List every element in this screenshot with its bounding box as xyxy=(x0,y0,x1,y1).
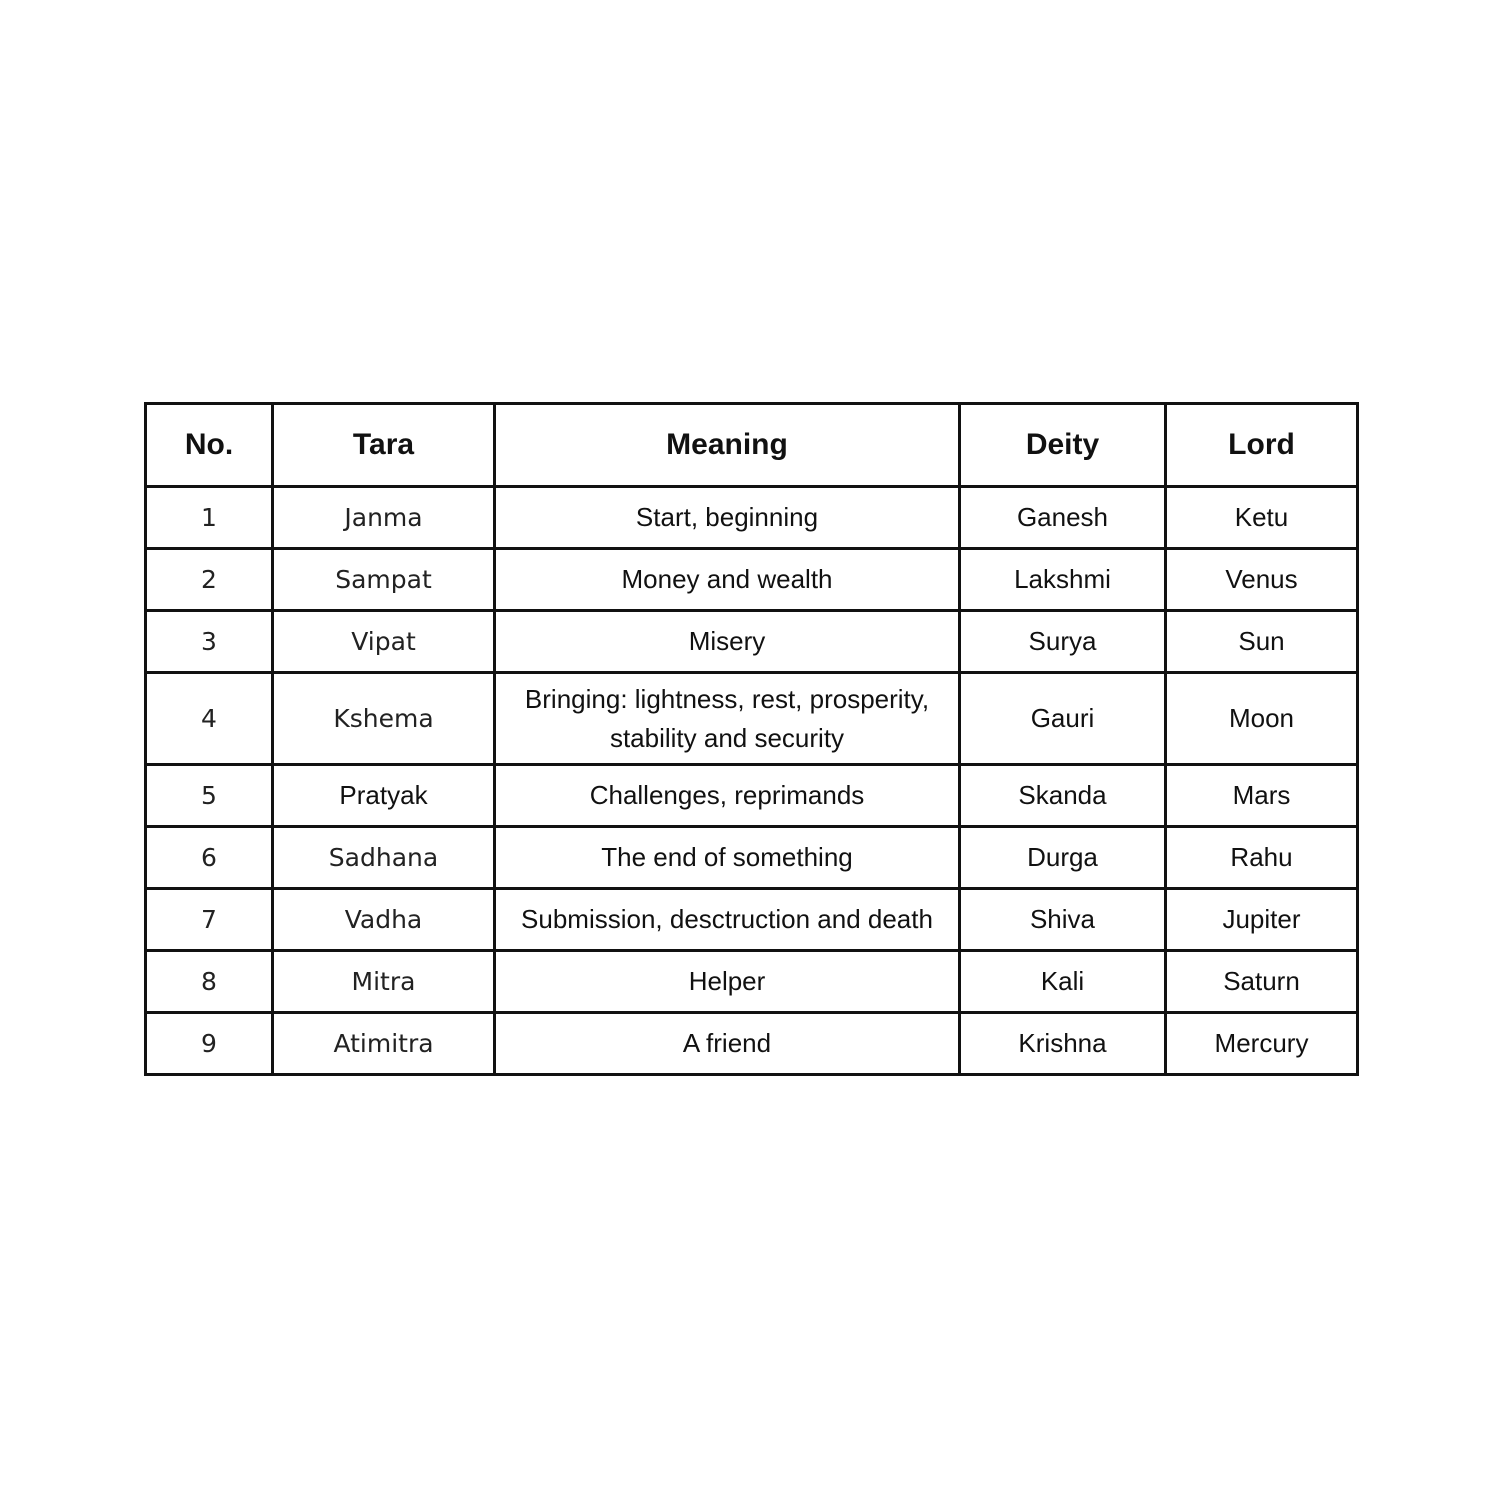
cell-lord: Rahu xyxy=(1166,827,1358,889)
cell-lord: Sun xyxy=(1166,611,1358,673)
header-tara: Tara xyxy=(273,404,495,487)
table-row xyxy=(146,673,1358,765)
cell-tara: Janma xyxy=(273,487,495,549)
cell-deity: Kali xyxy=(960,951,1166,1013)
table-row xyxy=(146,827,1358,889)
cell-no: 1 xyxy=(146,487,273,549)
header-no: No. xyxy=(146,404,273,487)
cell-lord: Jupiter xyxy=(1166,889,1358,951)
cell-meaning: Bringing: lightness, rest, prosperity, stability and security xyxy=(495,673,960,765)
cell-tara: Atimitra xyxy=(273,1013,495,1075)
tara-table xyxy=(144,402,1359,1076)
cell-tara: Mitra xyxy=(273,951,495,1013)
cell-lord: Mars xyxy=(1166,765,1358,827)
cell-meaning: A friend xyxy=(495,1013,960,1075)
cell-no: 7 xyxy=(146,889,273,951)
table-row xyxy=(146,951,1358,1013)
cell-deity: Skanda xyxy=(960,765,1166,827)
header-lord: Lord xyxy=(1166,404,1358,487)
cell-meaning: Submission, desctruction and death xyxy=(495,889,960,951)
cell-meaning: The end of something xyxy=(495,827,960,889)
cell-deity: Surya xyxy=(960,611,1166,673)
table-row xyxy=(146,765,1358,827)
table-row xyxy=(146,889,1358,951)
cell-meaning: Money and wealth xyxy=(495,549,960,611)
cell-tara: Kshema xyxy=(273,673,495,765)
cell-deity: Gauri xyxy=(960,673,1166,765)
cell-tara: Pratyak xyxy=(273,765,495,827)
cell-no: 9 xyxy=(146,1013,273,1075)
cell-meaning: Start, beginning xyxy=(495,487,960,549)
table-row xyxy=(146,1013,1358,1075)
cell-deity: Ganesh xyxy=(960,487,1166,549)
cell-no: 2 xyxy=(146,549,273,611)
cell-tara: Vadha xyxy=(273,889,495,951)
cell-lord: Saturn xyxy=(1166,951,1358,1013)
cell-no: 6 xyxy=(146,827,273,889)
header-deity: Deity xyxy=(960,404,1166,487)
cell-no: 8 xyxy=(146,951,273,1013)
cell-lord: Mercury xyxy=(1166,1013,1358,1075)
cell-lord: Venus xyxy=(1166,549,1358,611)
cell-deity: Krishna xyxy=(960,1013,1166,1075)
cell-tara: Vipat xyxy=(273,611,495,673)
cell-meaning: Misery xyxy=(495,611,960,673)
table-row xyxy=(146,549,1358,611)
cell-no: 3 xyxy=(146,611,273,673)
cell-deity: Shiva xyxy=(960,889,1166,951)
cell-no: 5 xyxy=(146,765,273,827)
cell-lord: Ketu xyxy=(1166,487,1358,549)
table-row xyxy=(146,611,1358,673)
cell-no: 4 xyxy=(146,673,273,765)
header-row xyxy=(146,404,1358,487)
cell-deity: Lakshmi xyxy=(960,549,1166,611)
cell-meaning: Helper xyxy=(495,951,960,1013)
table-row xyxy=(146,487,1358,549)
cell-tara: Sampat xyxy=(273,549,495,611)
cell-lord: Moon xyxy=(1166,673,1358,765)
cell-meaning: Challenges, reprimands xyxy=(495,765,960,827)
cell-tara: Sadhana xyxy=(273,827,495,889)
cell-deity: Durga xyxy=(960,827,1166,889)
header-meaning: Meaning xyxy=(495,404,960,487)
